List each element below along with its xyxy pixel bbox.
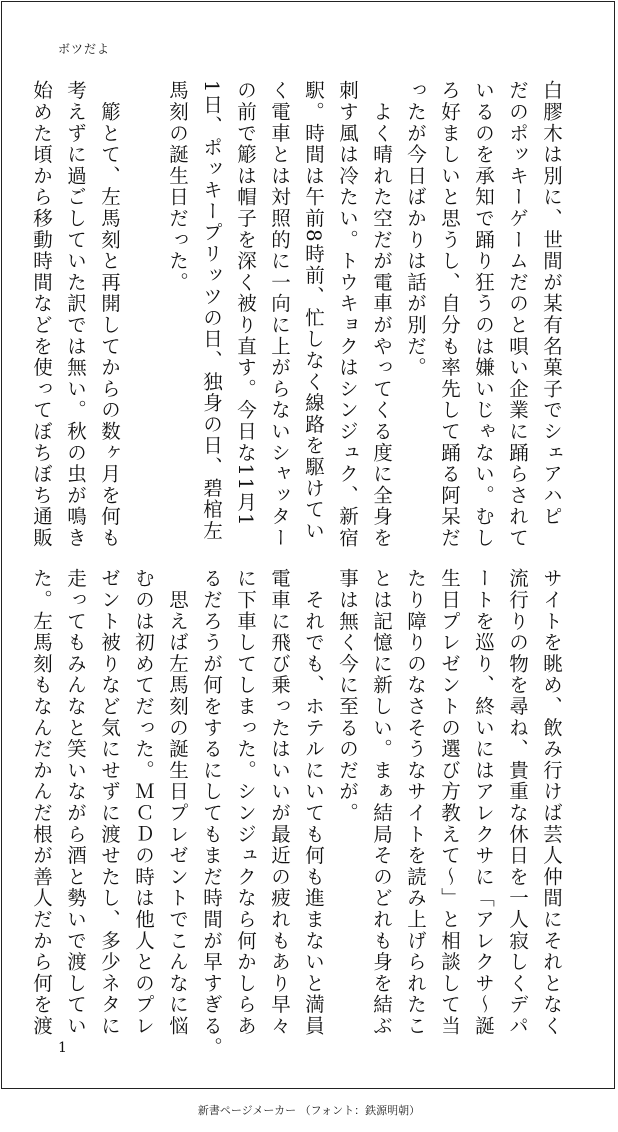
- text-line: いるのを承知で踊り狂うのは嫌いじゃない。むし: [472, 80, 495, 549]
- text-line: [126, 80, 160, 526]
- footer-credit: 新書ページメーカー （フォント：鉄源明朝）: [197, 1104, 421, 1117]
- text-block-top: [30, 80, 568, 549]
- text-line: 考えずに過ごしていた訳では無い。秋の虫が鳴き: [64, 80, 87, 549]
- text-line: 馬刻の誕生日だった。: [166, 80, 189, 293]
- text-line: 事は無く今に至るのだが。: [336, 568, 359, 824]
- text-block-bottom: [30, 568, 568, 1058]
- text-line: に下車してしまった。シンジュクなら何かしらあ: [234, 568, 257, 1037]
- text-line: 走ってもみんなと笑いながら酒と勢いで渡してい: [64, 568, 87, 1037]
- running-title: ボツだよ: [58, 42, 111, 56]
- text-line: ったが今日ばかりは話が別だ。: [404, 80, 427, 379]
- text-line: た。左馬刻もなんだかんだ根が善人だから何を渡: [30, 568, 53, 1037]
- text-line: 生日プレゼントの選び方教えて〜」と相談して当: [438, 568, 461, 1037]
- text-line: の前で簓は帽子を深く被り直す。今日な11月1: [234, 80, 257, 528]
- text-line: ゼント被りなど気にせずに渡せたし、多少ネタに: [98, 568, 121, 1037]
- text-line: 流行りの物を尋ね、貴重な休日を一人寂しくデパ: [506, 568, 529, 1037]
- text-line: ートを巡り、終いにはアレクサに「アレクサ〜誕: [472, 568, 495, 1037]
- text-line: ろ好ましいと思うし、自分も率先して踊る阿呆だ: [438, 80, 461, 549]
- text-line: 白膠木は別に、世間が某有名菓子でシェアハピ: [540, 80, 563, 528]
- text-line: く電車とは対照的に一向に上がらないシャッター: [268, 80, 291, 549]
- text-line: るだろうが何をするにしてもまだ時間が早すぎる。: [200, 568, 223, 1058]
- text-line: むのは初めてだった。ＭＣＤの時は他人とのプレ: [132, 568, 155, 1037]
- text-line: よく晴れた空だが電車がやってくる度に全身を: [370, 80, 393, 549]
- text-line: 駅。時間は午前8時前、忙しなく線路を駆けてい: [302, 80, 325, 542]
- text-line: だのポッキーゲームだのと唄い企業に踊らされて: [506, 80, 529, 549]
- text-line: 刺す風は冷たい。トウキョクはシンジュク、新宿: [336, 80, 359, 549]
- book-page: [1, 1, 615, 1089]
- page-number: 1: [58, 1040, 67, 1056]
- text-line: 思えば左馬刻の誕生日プレゼントでこんなに悩: [166, 568, 189, 1037]
- text-line: 電車に飛び乗ったはいいが最近の疲れもあり早々: [268, 568, 291, 1037]
- text-line: 1日、ポッキープリッツの日、独身の日、碧棺左: [200, 80, 223, 542]
- text-line: とは記憶に新しい。まぁ結局そのどれも身を結ぶ: [370, 568, 393, 1037]
- text-line: サイトを眺め、飲み行けば芸人仲間にそれとなく: [540, 568, 563, 1037]
- text-line: それでも、ホテルにいても何も進まないと満員: [302, 568, 325, 1037]
- text-line: 簓とて、左馬刻と再開してからの数ヶ月を何も: [98, 80, 121, 549]
- text-line: 始めた頃から移動時間などを使ってぼちぼち通販: [30, 80, 53, 549]
- text-line: たり障りのなさそうなサイトを読み上げられたこ: [404, 568, 427, 1037]
